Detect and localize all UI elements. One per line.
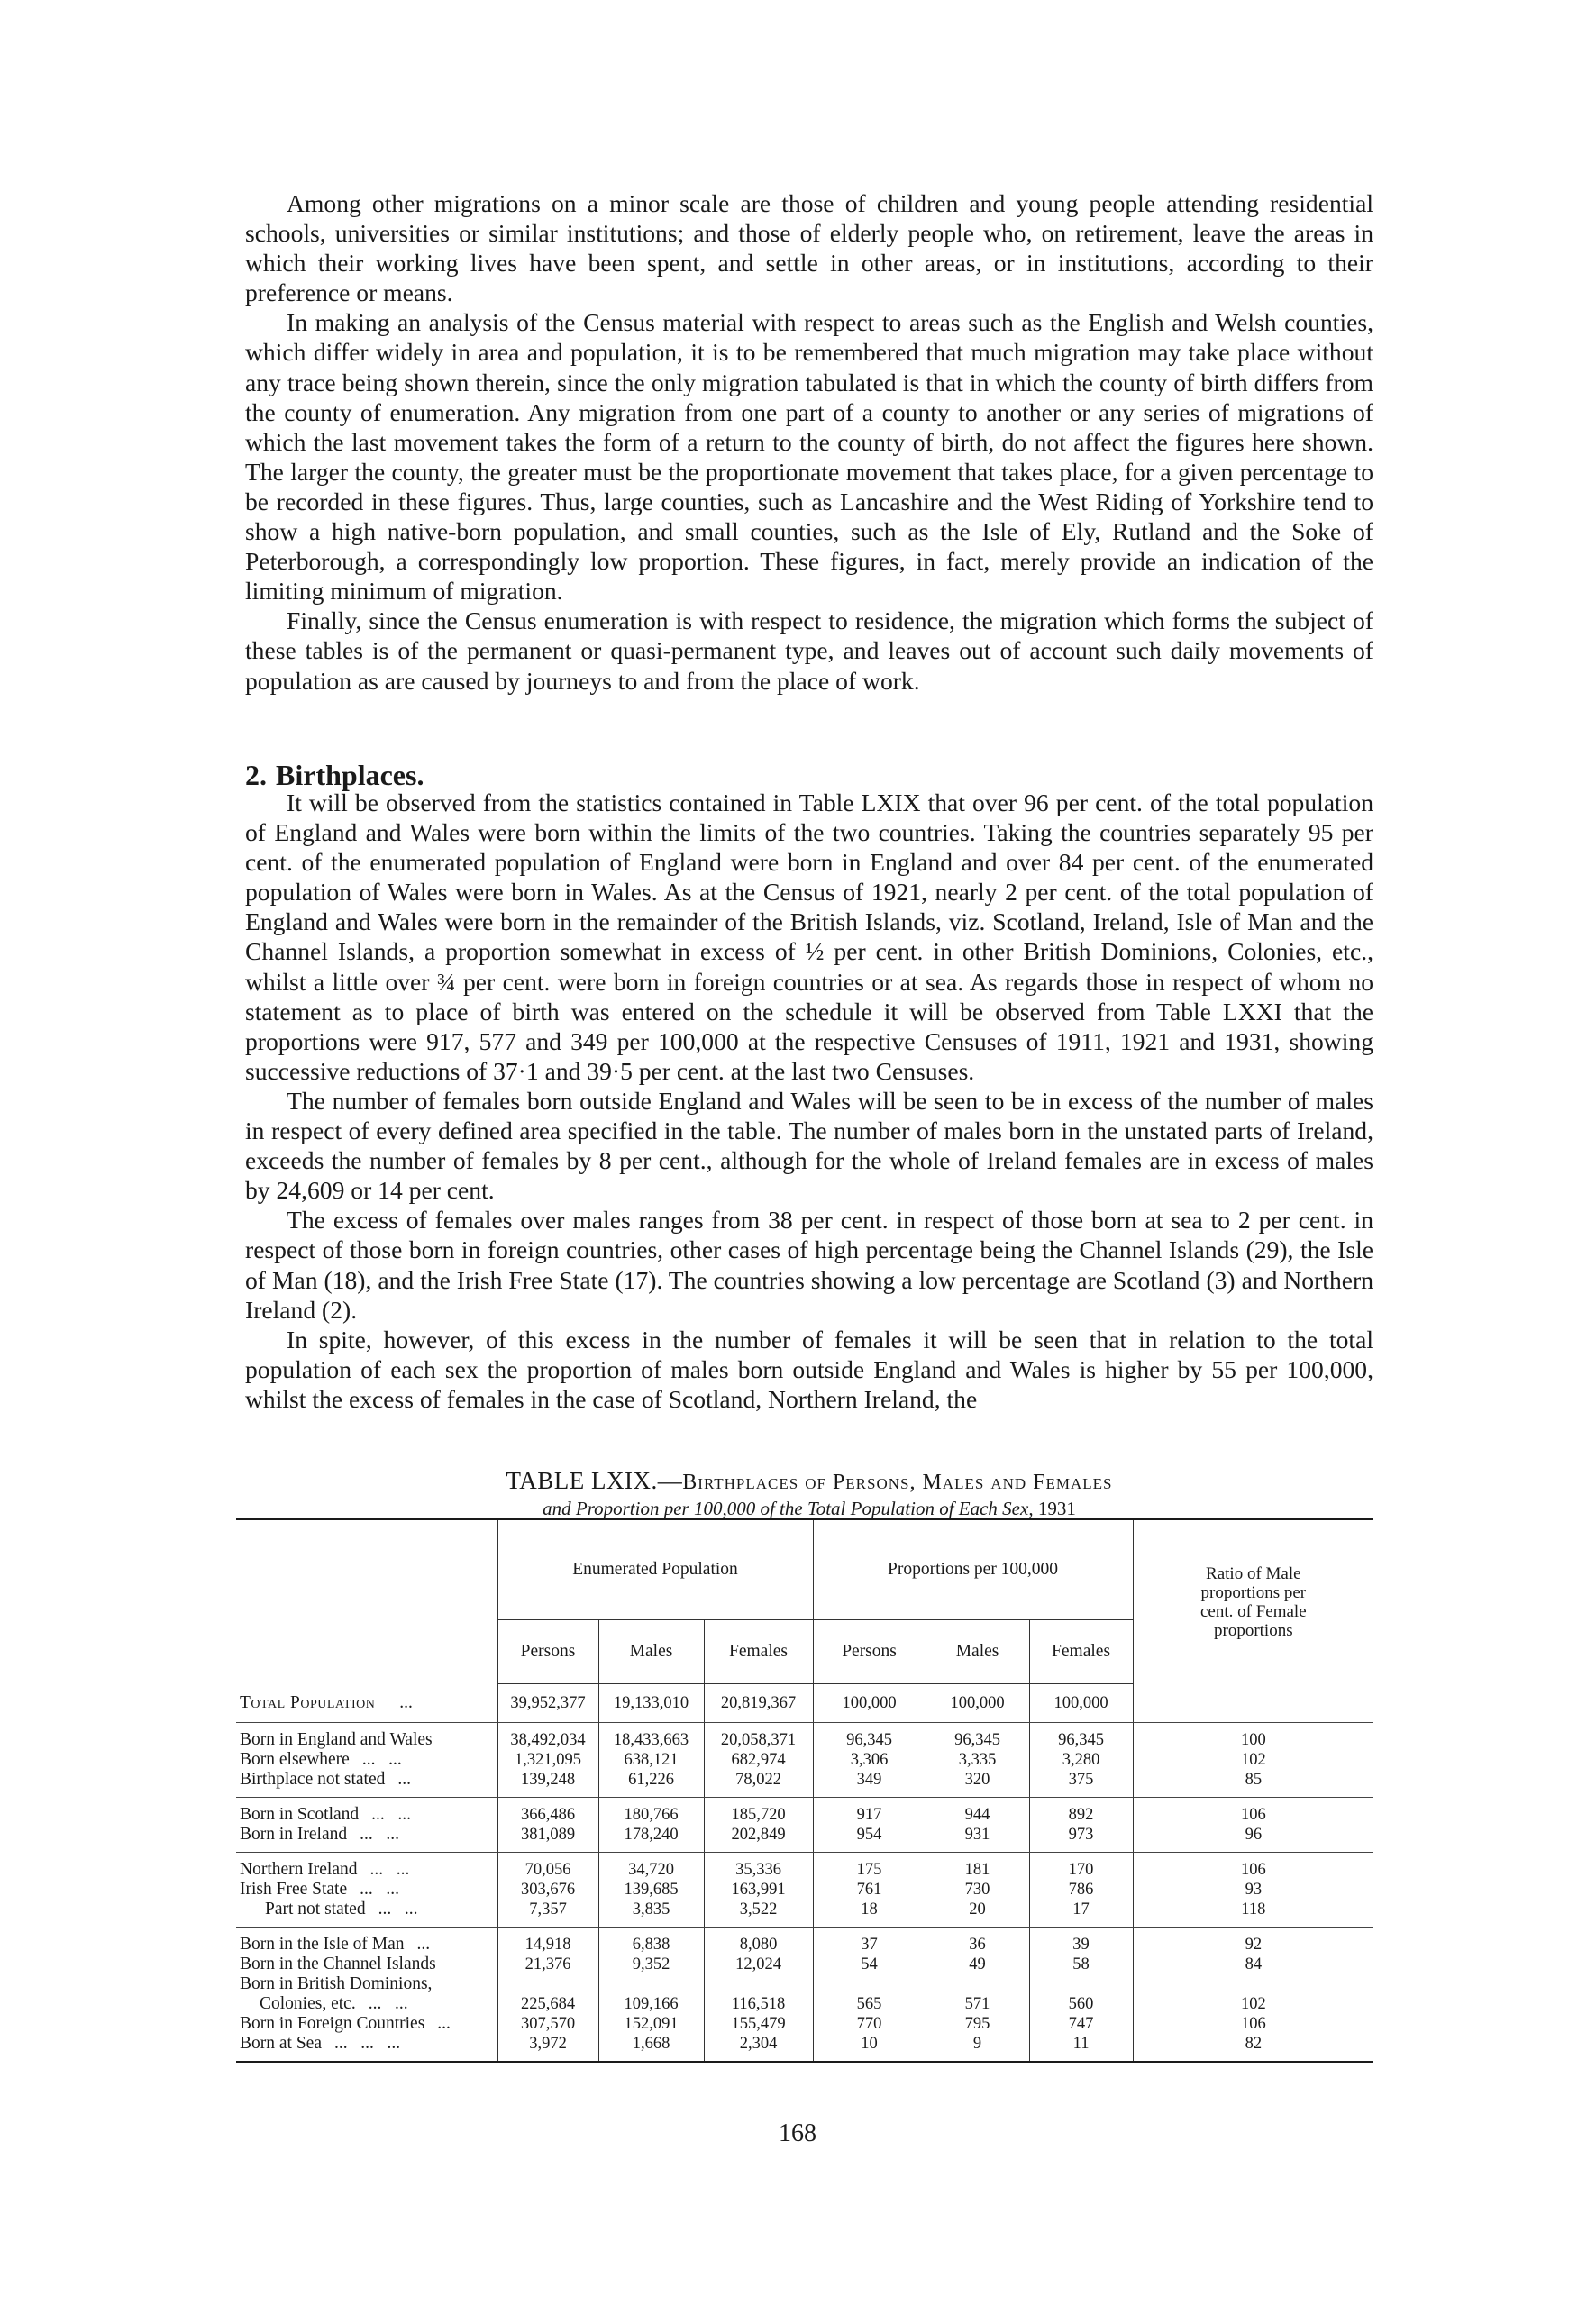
row-label-text: Born in Scotland — [240, 1805, 360, 1824]
caption-dash: — — [657, 1467, 683, 1494]
cell: 175 — [813, 1853, 926, 1881]
table-title: Birthplaces of Persons, Males and Females — [682, 1471, 1113, 1494]
row-label-text: Born in the Channel Islands — [240, 1955, 436, 1973]
row-label — [236, 1880, 497, 1900]
table-row — [236, 1928, 1373, 1955]
leader-dots: ... ... — [360, 1880, 400, 1899]
total-label: Total Population — [240, 1692, 376, 1712]
row-label — [236, 1900, 497, 1928]
cell: 9 — [926, 2034, 1029, 2062]
section-number: 2. — [245, 759, 267, 791]
table-caption-title — [245, 1466, 1373, 1497]
cell: 3,280 — [1029, 1750, 1133, 1770]
table-row — [236, 1974, 1373, 1994]
cell: 17 — [1029, 1900, 1133, 1928]
cell: 85 — [1133, 1770, 1373, 1798]
leader-dots: ... ... ... — [333, 2034, 401, 2053]
row-label-text: Born in Ireland — [240, 1825, 348, 1844]
page-number: 168 — [779, 2119, 816, 2147]
table-row — [236, 1723, 1373, 1751]
section-title: Birthplaces. — [276, 759, 424, 791]
row-label-text: Irish Free State — [240, 1880, 348, 1899]
cell: 560 — [1029, 1994, 1133, 2014]
table-caption — [245, 1466, 1373, 1520]
cell: 381,089 — [497, 1825, 598, 1853]
header-blank — [236, 1519, 497, 1684]
cell: 96 — [1133, 1825, 1373, 1853]
cell: 10 — [813, 2034, 926, 2062]
cell — [598, 1974, 704, 1994]
cell: 61,226 — [598, 1770, 704, 1798]
cell: 34,720 — [598, 1853, 704, 1881]
leader-dots: ... ... — [369, 1860, 410, 1879]
cell: 178,240 — [598, 1825, 704, 1853]
cell: 320 — [926, 1770, 1029, 1798]
cell: 3,335 — [926, 1750, 1029, 1770]
cell: 102 — [1133, 1994, 1373, 2014]
text-block-bottom — [245, 788, 1373, 1414]
cell: 11 — [1029, 2034, 1133, 2062]
paragraph: The excess of females over males ranges from 38 per cent. in respect of those born at sea to 2 per cent. in respect of those born in foreign countries, other cases of high percentage being the Channel Islands (29), the Isle of Man (18), and the Irish Free State (17). The countries showing a low percentage are Scotland (3) and Northern Ireland (2). — [245, 1206, 1373, 1324]
table-label: TABLE LXIX. — [506, 1467, 658, 1494]
cell: 37 — [813, 1928, 926, 1955]
row-label — [236, 1994, 497, 2014]
cell: 565 — [813, 1994, 926, 2014]
cell: 682,974 — [704, 1750, 813, 1770]
cell: 225,684 — [497, 1994, 598, 2014]
row-label-text: Part not stated — [265, 1900, 366, 1919]
row-label-text: Birthplace not stated — [240, 1770, 386, 1789]
row-label-text: Born at Sea — [240, 2034, 322, 2053]
header-ratio: Ratio of Male proportions per cent. of Female proportions — [1133, 1519, 1373, 1684]
cell — [1133, 1684, 1373, 1723]
cell: 770 — [813, 2014, 926, 2034]
cell: 116,518 — [704, 1994, 813, 2014]
table-row — [236, 1853, 1373, 1881]
cell: 747 — [1029, 2014, 1133, 2034]
cell: 49 — [926, 1955, 1029, 1974]
header-persons: Persons — [813, 1620, 926, 1684]
cell: 54 — [813, 1955, 926, 1974]
cell: 70,056 — [497, 1853, 598, 1881]
paragraph: Finally, since the Census enumeration is with respect to residence, the migration which forms the subject of these tables is of the permanent or quasi-permanent type, and leaves out of account such daily movements of population as are caused by journeys to and from the place of work. — [245, 606, 1373, 695]
row-label — [236, 1853, 497, 1881]
cell: 96,345 — [813, 1723, 926, 1751]
cell: 9,352 — [598, 1955, 704, 1974]
cell: 20 — [926, 1900, 1029, 1928]
cell: 18 — [813, 1900, 926, 1928]
header-males: Males — [598, 1620, 704, 1684]
cell: 892 — [1029, 1798, 1133, 1826]
table-row — [236, 1994, 1373, 2014]
cell: 2,304 — [704, 2034, 813, 2062]
table-row — [236, 1900, 1373, 1928]
cell: 163,991 — [704, 1880, 813, 1900]
cell: 106 — [1133, 1798, 1373, 1826]
table-row — [236, 1825, 1373, 1853]
cell: 109,166 — [598, 1994, 704, 2014]
cell: 185,720 — [704, 1798, 813, 1826]
cell: 730 — [926, 1880, 1029, 1900]
header-females: Females — [1029, 1620, 1133, 1684]
birthplaces-table-container — [236, 1518, 1373, 2063]
cell: 100,000 — [1029, 1684, 1133, 1723]
cell: 92 — [1133, 1928, 1373, 1955]
birthplaces-table — [236, 1518, 1373, 2063]
row-label — [236, 1798, 497, 1826]
table-year: 1931 — [1037, 1498, 1076, 1519]
cell: 917 — [813, 1798, 926, 1826]
table-subtitle-text: and Proportion per 100,000 of the Total Population of Each Sex, — [543, 1498, 1034, 1519]
paragraph: It will be observed from the statistics contained in Table LXIX that over 96 per cent. of the total population of England and Wales were born within the limits of the two countries. Taking the countries separately 95 per cent. of the enumerated population of England were born in England and over 84 per cent. of the enumerated population of Wales were born in Wales. As at the Census of 1921, nearly 2 per cent. of the total population of England and Wales were born in the remainder of the British Islands, viz. Scotland, Ireland, Isle of Man and the Channel Islands, a proportion somewhat in excess of ½ per cent. in other British Dominions, Colonies, etc., whilst a little over ¾ per cent. were born in foreign countries or at sea. As regards those in respect of whom no statement as to place of birth was entered on the schedule it will be observed from Table LXXI that the proportions were 917, 577 and 349 per 100,000 at the respective Censuses of 1911, 1921 and 1931, showing successive reductions of 37·1 and 39·5 per cent. at the last two Censuses. — [245, 788, 1373, 1085]
table-row — [236, 1770, 1373, 1798]
leader-dots: ... ... — [360, 1825, 400, 1844]
paragraph: In spite, however, of this excess in the number of females it will be seen that in relation to the total population of each sex the proportion of males born outside England and Wales is higher by 55 per 100,000, whilst the excess of females in the case of Scotland, Northern Ireland, the — [245, 1325, 1373, 1413]
row-label-text: Born in England and Wales — [240, 1730, 433, 1749]
row-label — [236, 1928, 497, 1955]
cell: 366,486 — [497, 1798, 598, 1826]
leader-dots: ... ... — [378, 1900, 418, 1919]
cell: 20,819,367 — [704, 1684, 813, 1723]
header-proportions: Proportions per 100,000 — [813, 1519, 1133, 1620]
cell: 78,022 — [704, 1770, 813, 1798]
cell: 155,479 — [704, 2014, 813, 2034]
cell: 638,121 — [598, 1750, 704, 1770]
cell: 152,091 — [598, 2014, 704, 2034]
cell: 307,570 — [497, 2014, 598, 2034]
cell: 180,766 — [598, 1798, 704, 1826]
leader-dots: ... — [397, 1770, 411, 1789]
leader-dots: ... ... — [371, 1805, 412, 1824]
leader-dots: ... ... — [368, 1994, 408, 2013]
table-row — [236, 2034, 1373, 2062]
cell: 795 — [926, 2014, 1029, 2034]
leader-dots: ... — [437, 2014, 451, 2033]
cell — [813, 1974, 926, 1994]
cell: 82 — [1133, 2034, 1373, 2062]
paragraph: The number of females born outside England and Wales will be seen to be in excess of the number of males in respect of every defined area specified in the table. The number of males born in the unstated parts of Ireland, exceeds the number of females by 8 per cent., although for the whole of Ireland females are in excess of males by 24,609 or 14 per cent. — [245, 1086, 1373, 1205]
row-label-text: Born in the Isle of Man — [240, 1935, 405, 1954]
cell: 21,376 — [497, 1955, 598, 1974]
row-label — [236, 1825, 497, 1853]
header-enumerated-population: Enumerated Population — [497, 1519, 813, 1620]
cell: 96,345 — [926, 1723, 1029, 1751]
cell: 3,972 — [497, 2034, 598, 2062]
cell — [926, 1974, 1029, 1994]
cell: 100 — [1133, 1723, 1373, 1751]
cell: 19,133,010 — [598, 1684, 704, 1723]
cell: 931 — [926, 1825, 1029, 1853]
header-females: Females — [704, 1620, 813, 1684]
cell: 139,685 — [598, 1880, 704, 1900]
cell: 39,952,377 — [497, 1684, 598, 1723]
leader-dots: ... — [416, 1935, 431, 1954]
paragraph: In making an analysis of the Census material with respect to areas such as the English and Welsh counties, which differ widely in area and population, it is to be remembered that much migration may take place without any trace being shown therein, since the only migration tabulated is that in which the county of birth differs from the county of enumeration. Any migration from one part of a county to another or any series of migrations of which the last movement takes the form of a return to the county of birth, do not affect the figures here shown. The larger the county, the greater must be the proportionate movement that takes place, for a given percentage to be recorded in these figures. Thus, large counties, such as Lancashire and the West Riding of Yorkshire tend to show a high native-born population, and small counties, such as the Isle of Ely, Rutland and the Soke of Peterborough, a correspondingly low proportion. These figures, in fact, merely provide an indication of the limiting minimum of migration. — [245, 308, 1373, 606]
cell: 14,918 — [497, 1928, 598, 1955]
cell: 786 — [1029, 1880, 1133, 1900]
row-label — [236, 1750, 497, 1770]
table-row — [236, 1798, 1373, 1826]
table-subtitle — [245, 1497, 1373, 1520]
table-row — [236, 1750, 1373, 1770]
cell: 1,321,095 — [497, 1750, 598, 1770]
cell: 1,668 — [598, 2034, 704, 2062]
header-males: Males — [926, 1620, 1029, 1684]
row-label — [236, 1974, 497, 1994]
cell: 100,000 — [813, 1684, 926, 1723]
cell: 39 — [1029, 1928, 1133, 1955]
cell: 12,024 — [704, 1955, 813, 1974]
cell: 954 — [813, 1825, 926, 1853]
cell: 349 — [813, 1770, 926, 1798]
paragraph: Among other migrations on a minor scale are those of children and young people attending residential schools, universities or similar institutions; and those of elderly people who, on retirement, leave the areas in which their working lives have been spent, and settle in other areas, or in institutions, according to their preference or means. — [245, 189, 1373, 307]
text-block-top — [245, 188, 1373, 696]
cell: 93 — [1133, 1880, 1373, 1900]
row-label — [236, 1684, 497, 1723]
cell: 8,080 — [704, 1928, 813, 1955]
cell: 571 — [926, 1994, 1029, 2014]
cell: 106 — [1133, 2014, 1373, 2034]
cell — [1133, 1974, 1373, 1994]
row-label — [236, 2034, 497, 2062]
cell: 761 — [813, 1880, 926, 1900]
cell: 96,345 — [1029, 1723, 1133, 1751]
cell: 170 — [1029, 1853, 1133, 1881]
row-label-text: Born in Foreign Countries — [240, 2014, 425, 2033]
row-label — [236, 2014, 497, 2034]
cell: 118 — [1133, 1900, 1373, 1928]
row-label-text: Born in British Dominions, — [240, 1974, 433, 1993]
cell: 3,522 — [704, 1900, 813, 1928]
cell: 181 — [926, 1853, 1029, 1881]
cell — [1029, 1974, 1133, 1994]
cell: 202,849 — [704, 1825, 813, 1853]
cell: 102 — [1133, 1750, 1373, 1770]
cell: 944 — [926, 1798, 1029, 1826]
row-label-text: Born elsewhere — [240, 1750, 350, 1769]
leader-dots: ... — [399, 1692, 413, 1712]
row-label-text: Northern Ireland — [240, 1860, 358, 1879]
cell: 20,058,371 — [704, 1723, 813, 1751]
cell: 36 — [926, 1928, 1029, 1955]
table-row — [236, 2014, 1373, 2034]
cell — [704, 1974, 813, 1994]
table-body — [236, 1723, 1373, 2063]
cell: 375 — [1029, 1770, 1133, 1798]
cell: 3,835 — [598, 1900, 704, 1928]
row-label — [236, 1955, 497, 1974]
cell: 303,676 — [497, 1880, 598, 1900]
leader-dots: ... ... — [361, 1750, 402, 1769]
table-row — [236, 1880, 1373, 1900]
header-persons: Persons — [497, 1620, 598, 1684]
cell: 139,248 — [497, 1770, 598, 1798]
cell: 3,306 — [813, 1750, 926, 1770]
cell: 6,838 — [598, 1928, 704, 1955]
row-label — [236, 1723, 497, 1751]
table-row-total — [236, 1684, 1373, 1723]
cell: 38,492,034 — [497, 1723, 598, 1751]
cell: 7,357 — [497, 1900, 598, 1928]
cell: 18,433,663 — [598, 1723, 704, 1751]
table-header-row — [236, 1519, 1373, 1620]
cell: 58 — [1029, 1955, 1133, 1974]
cell: 84 — [1133, 1955, 1373, 1974]
cell: 973 — [1029, 1825, 1133, 1853]
table-row — [236, 1955, 1373, 1974]
row-label — [236, 1770, 497, 1798]
row-label-text: Colonies, etc. — [260, 1994, 356, 2013]
cell — [497, 1974, 598, 1994]
cell: 100,000 — [926, 1684, 1029, 1723]
cell: 106 — [1133, 1853, 1373, 1881]
cell: 35,336 — [704, 1853, 813, 1881]
